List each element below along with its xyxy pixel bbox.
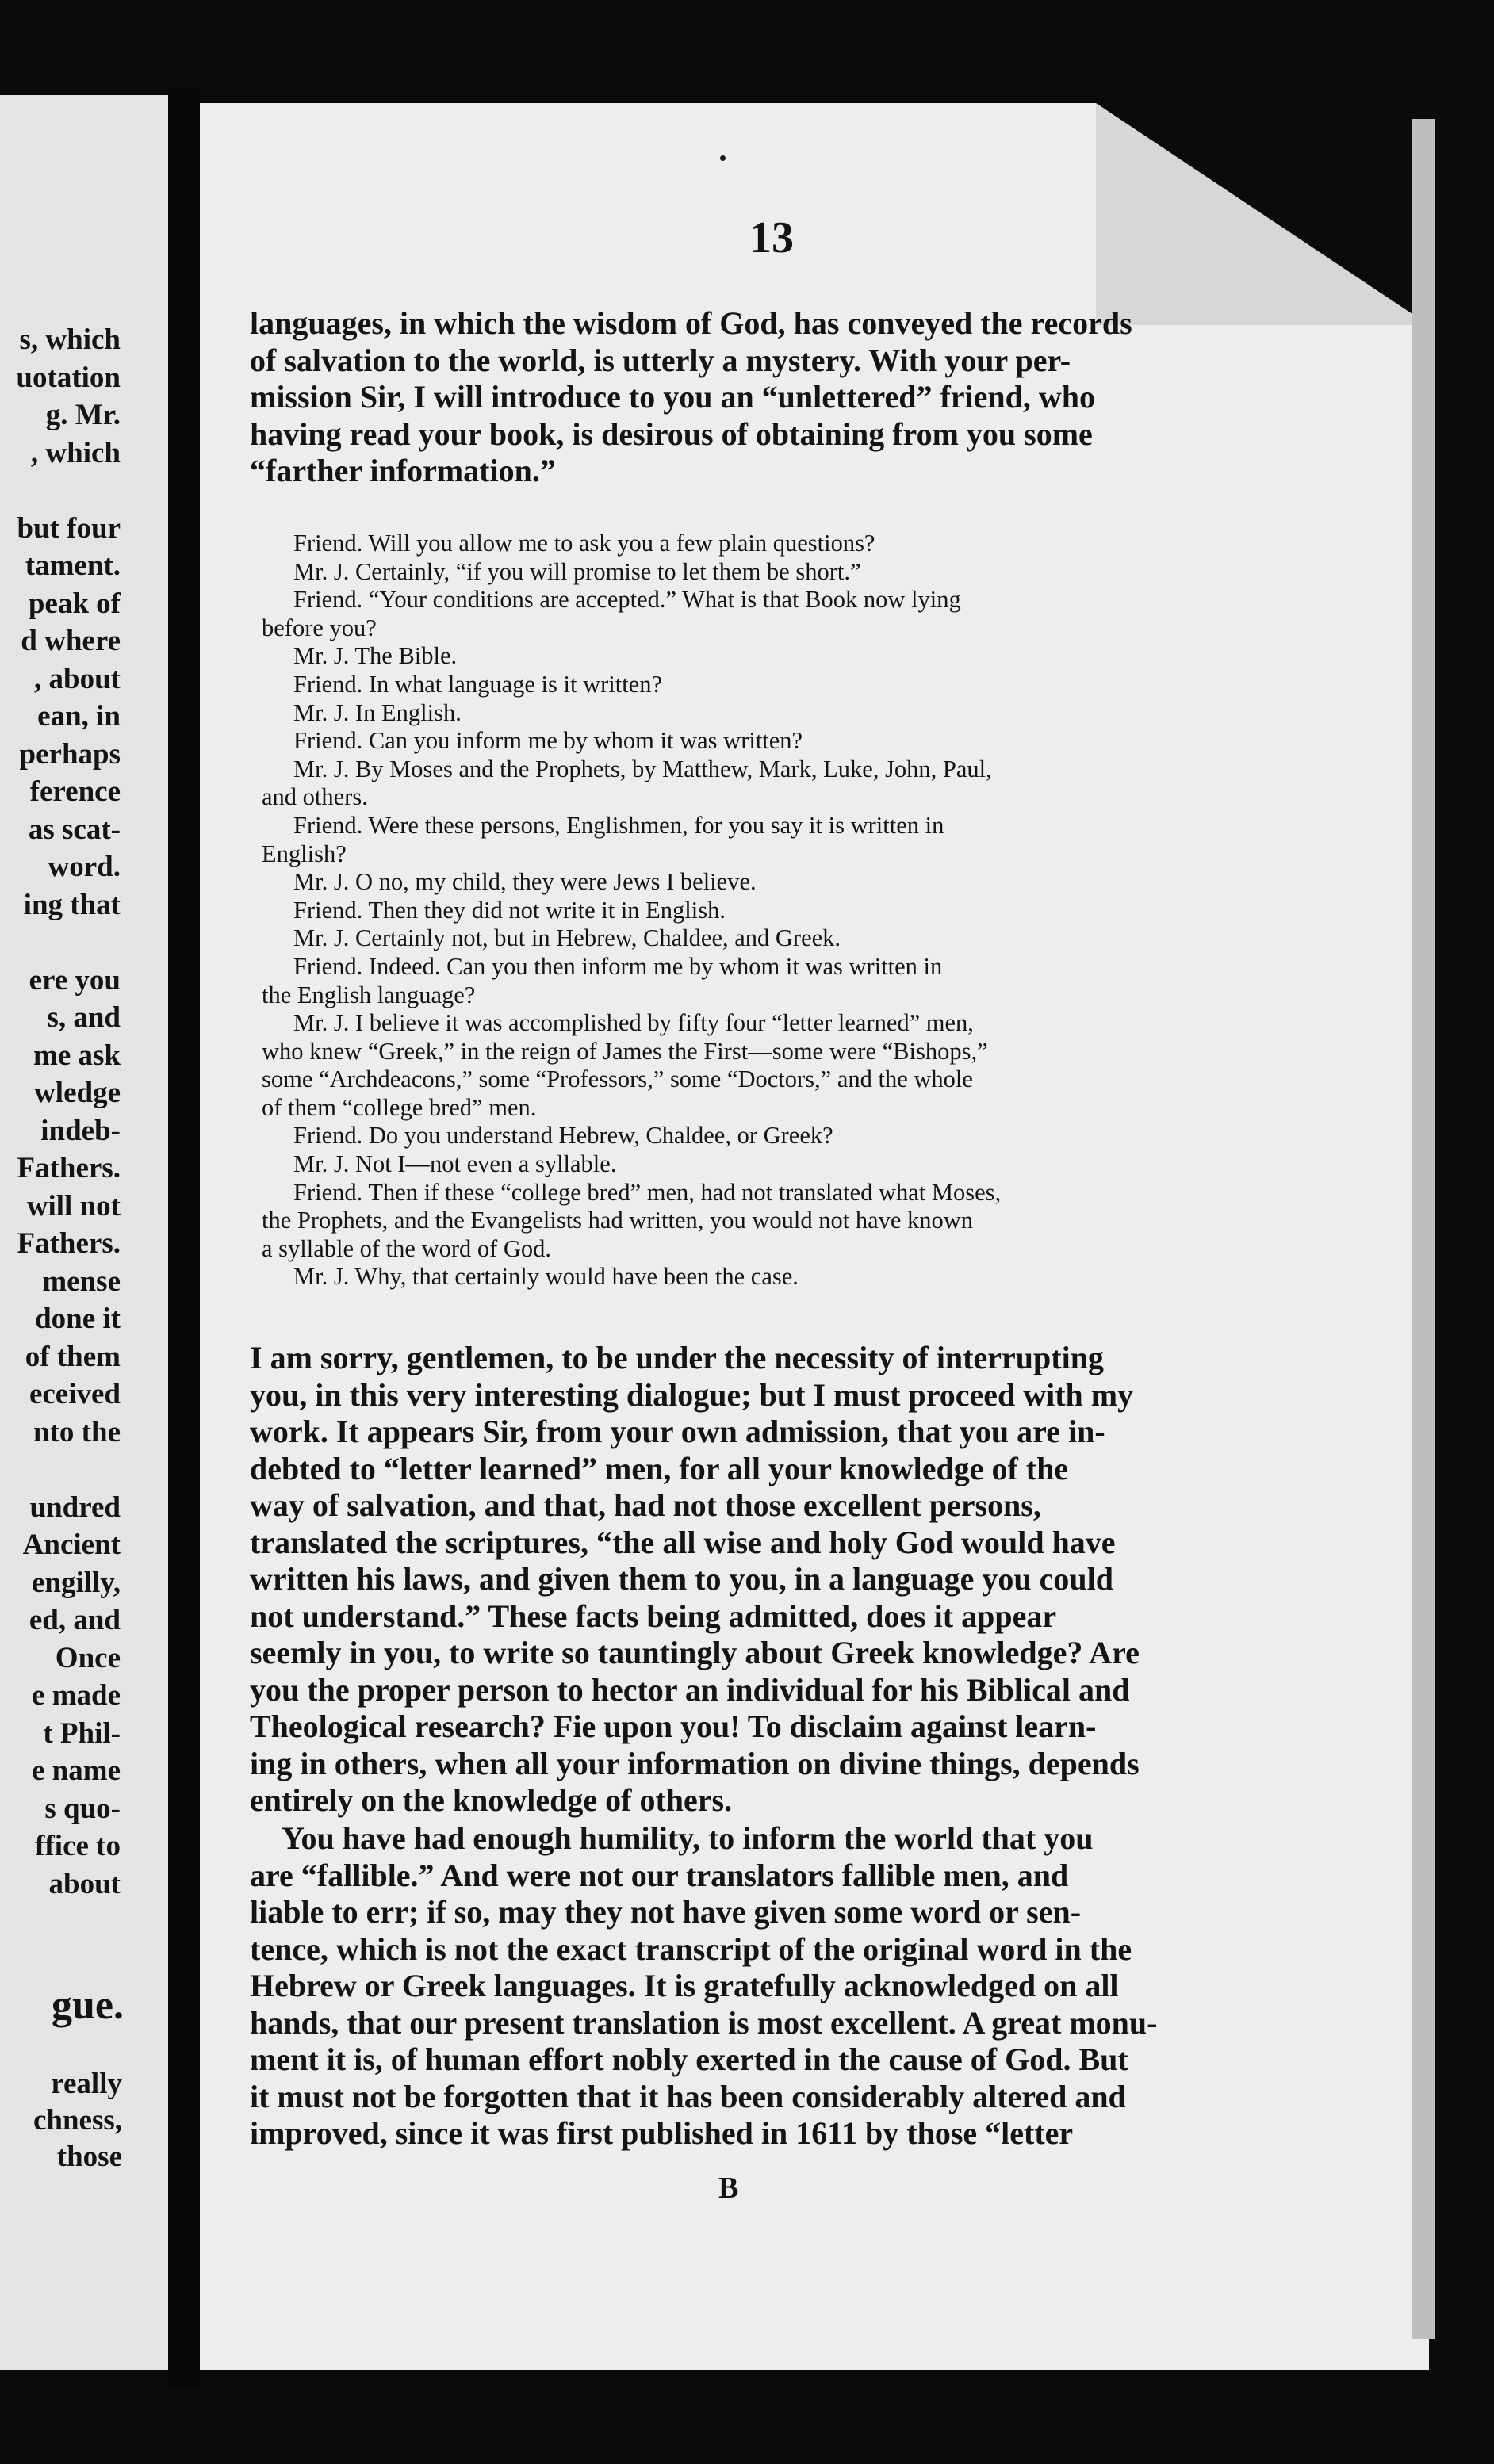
previous-page <box>0 95 168 2370</box>
dialogue-line: Mr. J. Why, that certainly would have been the case. <box>293 1263 799 1291</box>
dialogue-line: Friend. “Your conditions are accepted.” What is that Book now lying <box>293 586 961 614</box>
page-number: 13 <box>749 213 794 262</box>
corner-background <box>1096 103 1429 325</box>
text-line: you, in this very interesting dialogue; but I must proceed with my <box>250 1376 1134 1413</box>
dialogue-line: who knew “Greek,” in the reign of James the First—some were “Bishops,” <box>262 1037 988 1065</box>
dialogue-line: Friend. Do you understand Hebrew, Chaldee, or Greek? <box>293 1122 833 1150</box>
text-line: of salvation to the world, is utterly a mystery. With your per- <box>250 342 1071 378</box>
dialogue-line: Mr. J. I believe it was accomplished by fifty four “letter learned” men, <box>293 1009 974 1037</box>
dialogue-line: Friend. Then they did not write it in English. <box>293 896 726 924</box>
text-line: I am sorry, gentlemen, to be under the necessity of interrupting <box>250 1340 1104 1375</box>
text-line: liable to err; if so, may they not have given some word or sen- <box>250 1894 1082 1930</box>
text-line: ing in others, when all your information on divine things, depends <box>250 1745 1140 1781</box>
paragraph-1 <box>250 1340 1281 1819</box>
text-line: ment it is, of human effort nobly exerted in the cause of God. But <box>250 2041 1128 2077</box>
text-line: improved, since it was first published in 1611 by those “letter <box>250 2115 1074 2151</box>
text-line: tence, which is not the exact transcript of the original word in the <box>250 1930 1132 1967</box>
text-line: seemly in you, to write so tauntingly about Greek knowledge? Are <box>250 1635 1140 1670</box>
text-line: hands, that our present translation is most excellent. A great monu- <box>250 2004 1158 2041</box>
dialogue-line: Friend. Indeed. Can you then inform me by whom it was written in <box>293 952 943 980</box>
dialogue-line: Mr. J. O no, my child, they were Jews I believe. <box>293 868 757 896</box>
intro-paragraph <box>250 305 1281 490</box>
paragraph-2 <box>250 1820 1281 2152</box>
text-line: work. It appears Sir, from your own admission, that you are in- <box>250 1414 1105 1449</box>
text-line: you the proper person to hector an individual for his Biblical and <box>250 1671 1130 1708</box>
previous-page-text-top: s, which uotation g. Mr. , which but four tament. peak of d where , about ean, in perhaps ference as scat- word. ing that ere you s, and me ask wledge indeb- Fathers. will not Fathers. mense done it of them eceived nto the undred Ancient engilly, ed, and Once e made t Phil- e name s quo- ffice to about <box>16 323 121 1900</box>
text-line: entirely on the knowledge of others. <box>250 1782 733 1818</box>
text-line: debted to “letter learned” men, for all your knowledge of the <box>250 1450 1069 1486</box>
text-line: having read your book, is desirous of obtaining from you some <box>250 415 1093 452</box>
dialogue-line: Mr. J. The Bible. <box>293 642 458 670</box>
dialogue-line: a syllable of the word of God. <box>262 1234 552 1262</box>
text-line: Theological research? Fie upon you! To disclaim against learn- <box>250 1708 1097 1744</box>
dialogue-line: and others. <box>262 783 368 811</box>
dialogue-block <box>262 530 1265 1291</box>
ink-dot <box>720 155 726 161</box>
dialogue-line: before you? <box>262 614 377 641</box>
dialogue-line: the English language? <box>262 981 476 1008</box>
text-line: mission Sir, I will introduce to you an “unlettered” friend, who <box>250 379 1096 415</box>
signature-mark: B <box>718 2171 739 2205</box>
dialogue-line: of them “college bred” men. <box>262 1093 537 1121</box>
dialogue-line: Friend. Were these persons, Englishmen, for you say it is written in <box>293 811 944 839</box>
dialogue-line: the Prophets, and the Evangelists had written, you would not have known <box>262 1207 974 1234</box>
text-line: translated the scriptures, “the all wise and holy God would have <box>250 1524 1116 1560</box>
dialogue-line: Mr. J. In English. <box>293 698 462 726</box>
dialogue-line: Friend. Will you allow me to ask you a few plain questions? <box>293 530 875 557</box>
text-line: it must not be forgotten that it has been considerably altered and <box>250 2078 1126 2114</box>
dialogue-line: English? <box>262 840 347 867</box>
dialogue-line: Mr. J. Certainly not, but in Hebrew, Chaldee, and Greek. <box>293 924 841 952</box>
previous-page-text-bottom: really chness, those <box>33 2068 122 2173</box>
dialogue-line: Friend. Then if these “college bred” men, had not translated what Moses, <box>293 1178 1002 1206</box>
dialogue-line: Mr. J. Certainly, “if you will promise to let them be short.” <box>293 557 861 585</box>
text-line: Hebrew or Greek languages. It is gratefully acknowledged on all <box>250 1968 1119 2003</box>
dialogue-line: Mr. J. By Moses and the Prophets, by Matthew, Mark, Luke, John, Paul, <box>293 755 992 782</box>
text-line: not understand.” These facts being admitted, does it appear <box>250 1597 1057 1634</box>
dialogue-line: some “Archdeacons,” some “Professors,” some “Doctors,” and the whole <box>262 1066 973 1093</box>
text-line: You have had enough humility, to inform the world that you <box>282 1820 1094 1856</box>
dialogue-line: Friend. Can you inform me by whom it was written? <box>293 727 803 755</box>
text-line: “farther information.” <box>250 453 556 488</box>
book-gutter <box>168 87 200 2386</box>
page-edge <box>1412 119 1435 2339</box>
text-line: are “fallible.” And were not our translators fallible men, and <box>250 1857 1069 1893</box>
text-line: way of salvation, and that, had not those excellent persons, <box>250 1487 1041 1523</box>
dialogue-line: Friend. In what language is it written? <box>293 670 663 698</box>
text-line: written his laws, and given them to you, in a language you could <box>250 1561 1114 1597</box>
text-line: languages, in which the wisdom of God, has conveyed the records <box>250 305 1132 341</box>
previous-page-heading-fragment: gue. <box>52 1983 124 2028</box>
dialogue-line: Mr. J. Not I—not even a syllable. <box>293 1150 617 1178</box>
